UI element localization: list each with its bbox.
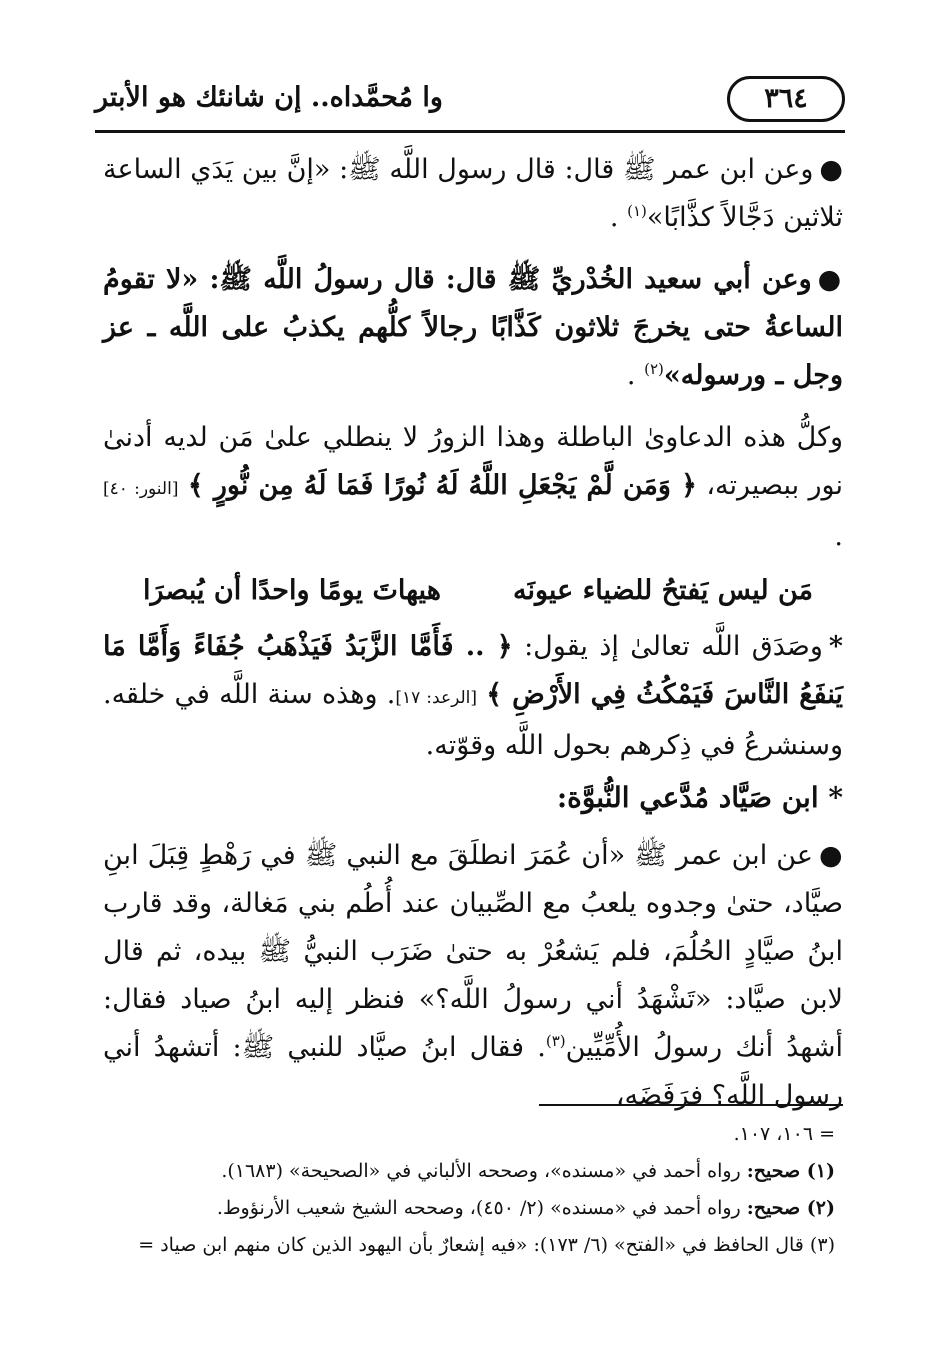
footnote-text: رواه أحمد في «مسنده»، وصححه الألباني في «الصحيحة» (١٦٨٣).	[221, 1160, 741, 1182]
poem-hemistich-right: مَن ليس يَفتحُ للضياء عيونَه	[512, 575, 813, 606]
paragraph-text: وعن أبي سعيد الخُدْريِّ ﷺ قال: قال رسولُ اللَّه ﷺ: «لا تقومُ الساعةُ حتى يخرجَ ثلاثون كَذَّابًا رجالاً كلُّهم يكذبُ على اللَّه ـ عز وجل ـ ورسوله»	[103, 264, 843, 391]
footnote-3: (٣) قال الحافظ في «الفتح» (٦/ ١٧٣): «فيه إشعارٌ بأن اليهود الذين كان منهم ابن صياد =	[138, 1234, 835, 1256]
footnote-ref: (٢)	[644, 360, 664, 378]
paragraph-text: عن ابن عمر ﷺ «أن عُمَرَ انطلَقَ مع النبي ﷺ في رَهْطٍ قِبَلَ ابنِ صيَّاد، حتىٰ وجدوه يلعبُ مع الصِّبيان عند أُطُم بني مَغالة، وقد قارب ابنُ صيَّادٍ الحُلُمَ، فلم يَشعُرْ به حتىٰ ضَرَب النبيُّ ﷺ بيده، ثم قال لابن صيَّاد: «تَشْهَدُ أني رسولُ اللَّه؟» فنظر إليه ابنُ صياد فقال: أشهدُ أنك رسولُ الأُمِّيِّين	[103, 840, 843, 1063]
section-heading: * ابن صَيَّاد مُدَّعي النُّبوَّة:	[556, 781, 843, 814]
verse-reference: [الرعد: ١٧]	[395, 688, 478, 708]
poem-verse	[143, 567, 813, 615]
poem-hemistich-left: هيهاتَ يومًا واحدًا أن يُبصرَا	[143, 575, 441, 606]
star-marker: *	[828, 631, 843, 662]
paragraph-text: وصَدَق اللَّه تعالىٰ إذ يقول:	[524, 631, 823, 662]
sentence-end: .	[626, 360, 636, 391]
running-title: وا مُحمَّداه.. إن شانئك هو الأبتر	[95, 82, 443, 113]
paragraph-hadith-ibn-umar	[103, 146, 843, 242]
footnote-ref: (٣)	[545, 1032, 566, 1050]
paragraph-hadith-abu-said	[103, 256, 843, 400]
paragraph-text: وعن ابن عمر ﷺ قال: قال رسول اللَّه ﷺ: «إنَّ بين يَدَي الساعة ثلاثين دَجَّالاً كذَّابًا»	[103, 154, 843, 233]
footnote-continuation: = ١٠٦، ١٠٧.	[733, 1123, 835, 1145]
footnote-1	[95, 1153, 835, 1190]
bullet-marker: ●	[817, 264, 843, 295]
bullet-marker: ●	[818, 840, 843, 871]
footnote-ref: (١)	[627, 202, 647, 220]
sentence-end: .	[834, 521, 843, 552]
paragraph-text: وكلُّ هذه الدعاوىٰ الباطلة وهذا الزورُ لا ينطلي علىٰ مَن لديه أدنىٰ نور ببصيرته،	[103, 422, 844, 501]
bullet-marker: ●	[819, 154, 844, 185]
paragraph-commentary	[103, 414, 843, 561]
footnote-divider	[539, 1104, 843, 1106]
paragraph-text-after: . فقال ابنُ صيَّاد للنبي ﷺ: أتشهدُ أني رسول اللَّه؟ فرَفَضَه،	[103, 1032, 843, 1111]
sentence-end: .	[609, 202, 619, 233]
footnote-label: (٢) صحيح:	[746, 1197, 835, 1219]
quran-verse: ﴿ .. فَأَمَّا الزَّبَدُ فَيَذْهَبُ جُفَاءً وَأَمَّا مَا يَنفَعُ النَّاسَ فَيَمْكُثُ فِي الأَرْضِ ﴾	[103, 631, 843, 710]
paragraph-quran-quote	[103, 623, 843, 770]
page-number: ٣٦٤	[727, 76, 845, 122]
verse-reference: [النور: ٤٠]	[103, 479, 179, 499]
page-body	[103, 146, 843, 1120]
footnotes	[95, 1116, 835, 1264]
footnote-label: (١) صحيح:	[746, 1160, 835, 1182]
footnote-text: رواه أحمد في «مسنده» (٢/ ٤٥٠)، وصححه الشيخ شعيب الأرنؤوط.	[216, 1197, 741, 1219]
paragraph-ibn-sayyad	[103, 832, 843, 1120]
paragraph-text-after: . وهذه سنة اللَّه في خلقه. وسنشرعُ في ذِكرهم بحول اللَّه وقوّته.	[103, 679, 843, 761]
quran-verse: ﴿ وَمَن لَّمْ يَجْعَلِ اللَّهُ لَهُ نُورًا فَمَا لَهُ مِن نُّورٍ ﴾	[187, 470, 697, 501]
footnote-2	[95, 1190, 835, 1227]
page-header	[95, 72, 845, 133]
